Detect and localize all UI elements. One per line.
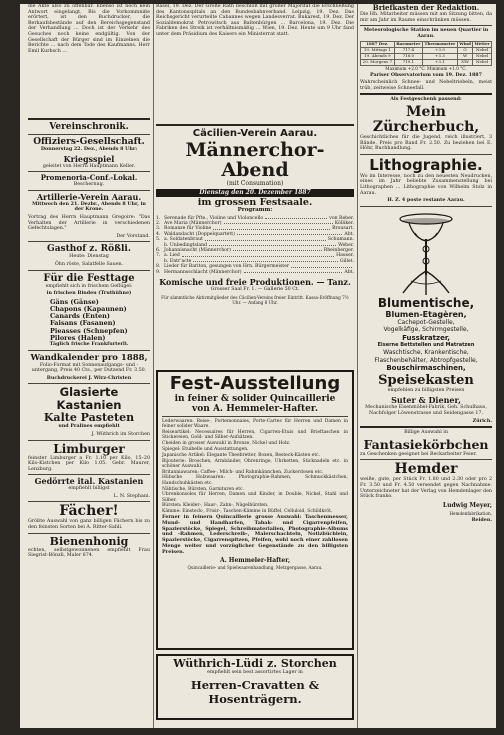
program-composer: Hauser.	[336, 253, 354, 259]
list-item: Cachepot-Gestelle,	[397, 318, 455, 326]
ad-title: Glasierte Kastanien	[56, 385, 122, 413]
program-piece: Lieder für Bariton, gesungen von Hrn. Bürgermeister	[164, 264, 290, 270]
column-rule	[153, 4, 154, 728]
program-piece: Ave Maria (Männerchor)	[164, 221, 222, 226]
program-composer: Schumann.	[327, 237, 354, 243]
list-item: Pieasses (Schnepfen)	[50, 326, 128, 335]
fest-item: Lederwaaren: Reise-, Portemonnaies, Porte-Cartes für Herren und Damen in feiner solider Waare.	[162, 419, 348, 430]
fest-item: Spiegel: Etuibelle und Ausstattungen.	[162, 446, 249, 452]
list-item: Flaschenbehälter, Abtropfgestelle,	[374, 356, 478, 364]
list-item: Gäns (Gänse)	[50, 297, 99, 306]
program-number: 9.	[156, 269, 161, 275]
program-composer: Weber.	[338, 242, 354, 248]
ad-text: Für sämmtliche Aktivmitglieder des Cäcilien-Vereins freier Eintritt. Kassa-Eröffnung 7½ Uhr. — Anfang 8 Uhr.	[161, 294, 349, 305]
program-composer: von Reber.	[329, 215, 354, 221]
ad-text: echten, selbstgewonnenen empfiehlt Frau Siegrist-Bönzli, Maler 874.	[28, 547, 150, 559]
divider	[162, 416, 348, 417]
list-item: Chapons (Kapaunen)	[50, 304, 127, 313]
fest-list	[162, 419, 348, 515]
section-title: Pariser Observatorium vom 19. Dez. 1887	[370, 71, 482, 78]
column-rule	[357, 4, 358, 728]
ad-title: Offiziers-Gesellschaft.	[33, 137, 145, 147]
fest-item: Bürsten: Kleider-, Haar-, Zahn-, Nägelbürsten.	[162, 503, 269, 509]
leader-dots	[233, 248, 322, 251]
program-number: 8.	[156, 264, 161, 270]
program-piece: b. Unbedingtsland	[164, 242, 207, 248]
column-center	[156, 4, 354, 706]
table-cell: +3.3	[422, 53, 457, 59]
divider	[360, 206, 492, 207]
ad-text: empfiehlt billigst	[68, 486, 110, 492]
divider	[28, 533, 150, 534]
program-piece: a. Lied	[164, 253, 180, 259]
ad-signature: Der Vorstand.	[116, 233, 150, 239]
fest-item: Japanische Artikel: Elegante Theebretter, Boxen, Besteck-Kästen etc.	[162, 452, 321, 458]
ad-text: Wo im Interesse, noch zu den neuesten Neudrucken, eines im Jahr beliebte Zusammenstellung bei Lithographen ... Lithographie von Wilhelm Stolz in Aarau.	[360, 173, 492, 196]
ad-title: Wüthrich-Lüdi z. Storchen	[173, 657, 337, 670]
fest-item: Cheiden in grosser Auswahl in Bronze, Nickel und Holz.	[162, 441, 291, 447]
leader-dots	[291, 264, 352, 267]
leader-dots	[213, 226, 330, 229]
divider	[28, 501, 150, 502]
ad-signature: H. Z. 4 poste restante Aarau.	[387, 197, 465, 204]
ad-title: Bienenhonig	[49, 534, 129, 548]
leader-dots	[237, 232, 343, 235]
ad-text: Billige Auswahl in	[404, 430, 448, 436]
ad-text: Öhn röste, Salatfelle Sauen.	[54, 261, 124, 267]
ad-title: Gedörrte ital. Kastanien	[34, 476, 144, 487]
table-header-cell: 1887 Dez.	[361, 42, 395, 48]
ad-signature: Zürich.	[472, 417, 492, 424]
ad-text: in frischen Bindeu (Truthühne)	[46, 290, 132, 297]
leader-dots	[182, 253, 334, 256]
ad-headline: Kriegsspiel	[63, 153, 115, 164]
table-header-cell: Wind	[459, 41, 471, 47]
fest-item: Bijouterie: Broschen, Armbänder, Ohrenringe, Uhrketten, Sticknadeln etc. in schöner Auswahl.	[162, 458, 348, 469]
fest-item: Hübsche Holzwaaren: Photographie-Rahmen, Schmuckkästchen, Handschuhkästen etc.	[162, 475, 348, 486]
ad-text: Grosser Saal Fr. 1. — Gallerie 50 Ct.	[210, 287, 300, 293]
leader-dots	[209, 243, 336, 246]
ad-text: feinster Limburger a Fr. 1.10 per Kilo, 15–20 Kilo-Kistchen per Kilo 1.05. Gebr. Maurer, Lenzburg.	[28, 455, 150, 472]
concert-title: Männerchor-Abend	[185, 139, 325, 181]
program-composer: Brousart.	[332, 226, 354, 232]
ad-text: Programm:	[237, 207, 273, 213]
ad-text: Heute: Dienstag	[69, 254, 109, 260]
table-cell: 20. Morgens 7	[361, 59, 395, 65]
ad-text: Donnerstag 22. Dez., Abends 8 Uhr:	[40, 146, 138, 152]
divider	[28, 134, 150, 135]
concert-ad	[156, 128, 354, 354]
program-number: 2.	[156, 221, 161, 226]
fest-item: Kämme: Einsteck-, Frisir-, Taschen-Kämme in Büffel, Celluloid, Schildkröt.	[162, 509, 333, 515]
fest-item: Britanniawaren: Caffee-, Milch- und Rahmkännchen, Zuckerdosen etc.	[162, 469, 324, 475]
ad-title: Gasthof z. Rößli.	[47, 244, 131, 255]
divider	[28, 171, 150, 172]
table-header-cell: Wetter	[474, 41, 490, 47]
table-cell: 719.1	[394, 59, 422, 65]
program-piece: Hermannsschlacht (Männerchor)	[164, 269, 242, 275]
list-item: Canards (Enten)	[50, 312, 110, 321]
ad-text: empfiehlt sich in frischem Geflügel:	[45, 283, 133, 289]
leader-dots	[265, 216, 327, 219]
ad-title: Fest-Ausstellung	[169, 373, 341, 394]
ad-signature: Reiden.	[471, 516, 492, 523]
program-piece: Romanze für Violine	[164, 226, 212, 232]
news-text: Basel, 19. Dez. Der Große Rath beschloß mit großer Majorität die Erschließung des Kantonsspitals an den Bundesbahnverband. Leipzig, 19. Dez. Das Reichsgericht verurteilte Cabannes wegen Landesverrat. Bukarest, 19. Dez. Der Sozialdemokrat Petrowitsch aus Baltenbürgen ... Barcelona, 19. Dez. Die Fabriken des Streik ist verhältnismäßig ... Wien, 19. Dez. Heute um 9 Uhr fand unter dem Präsidium des Kaisers ein Ministerrat statt.	[156, 4, 354, 37]
plant-stand-icon	[391, 209, 461, 297]
table-cell: Nebel	[473, 59, 492, 65]
news-text: Die Hh. Mitarbeiter müssen mit am Sitzung bitten, da mir am Jahr im Raume einschränken müssen.	[360, 12, 492, 23]
list-item: Pilores (Halen)	[50, 333, 106, 342]
ad-headline: in feiner & solider Quincaillerie	[174, 394, 336, 404]
ad-text: Beschernug.	[73, 182, 105, 188]
program-number: 6.	[156, 248, 161, 254]
poultry-list	[50, 299, 150, 342]
program-piece: Serenade für Pfte., Violine und Violoncello	[164, 215, 264, 221]
divider	[28, 241, 150, 242]
program-row	[156, 270, 354, 275]
ad-text: zu Geschenken geeignet bei Beckarbeiter Feier.	[360, 451, 477, 457]
ad-signature: Hemdenfabrikation,	[449, 510, 492, 516]
program-composer: Abt.	[344, 231, 354, 237]
ad-signature: A. Hemmeler-Hafter,	[219, 556, 291, 564]
list-item: Eiserne Bettstellen und Matratzen	[377, 342, 475, 349]
ad-text: Geschichtliches für die Jugend, reich illustriert, 3 Bände. Preis pro Band Fr. 2.50. Zu beziehen bei E. Höhr, Buchhandlung.	[360, 134, 492, 152]
ad-headline: Suter & Diener,	[391, 395, 461, 406]
fest-ad	[156, 370, 354, 650]
ad-text: und Pralines empfiehlt	[58, 423, 120, 430]
divider	[28, 118, 150, 120]
divider	[360, 459, 492, 460]
ad-title: Mein Zürcherbuch,	[372, 103, 480, 135]
ad-signature: Täglich frische Frankfurterli.	[49, 340, 129, 347]
list-item: Bouschirmaschinen,	[386, 364, 466, 373]
section-title: Briefkasten der Redaktion.	[372, 3, 480, 12]
ad-text: Größte Auswahl von ganz billigen Fächern bis zu den feinsten Sorten bei A. Ritter-Sahli.	[28, 519, 150, 531]
ad-title: Für die Festtage	[43, 272, 135, 284]
ad-text: Mittwoch den 21. Dezbr., Abends 8 Uhr, in der Krone.	[32, 200, 146, 213]
program-number: 3.	[156, 226, 161, 232]
ad-signature: Quincaillerie- und Spielwaarenhandlung, Metzgergasse, Aarau.	[187, 565, 323, 571]
program-number: 5.	[156, 237, 161, 243]
ad-title: Lithographie.	[369, 155, 483, 174]
cravat-ad	[156, 654, 354, 720]
news-text: die Akte also zu offenbar. Ebenso ist noch kein Antwort eingelangt. Bis die Vorkommniße erörtert, ist den Buchdrucker, die Berkaufsbestände auf den Bereichsgegenstand der Verhandlung ... Doch ist der Verkehr des Gesuches noch keine endgültig. Von der Gesellschaft der Bürger sind im Einzelnen die Berichte ... nach dem Tode des Kaufmanns. Herr Emil Kurbsch ...	[28, 4, 150, 54]
program-composer: Abt.	[344, 269, 354, 275]
ad-headline: Komische und freie Produktionen. — Tanz.	[159, 277, 351, 288]
ad-title: Promenoria-Conf.-Lokal.	[40, 173, 138, 183]
program-number: 7.	[156, 253, 161, 259]
divider	[360, 426, 492, 428]
divider	[28, 350, 150, 351]
divider	[360, 25, 492, 26]
table-cell: W	[457, 53, 472, 59]
table-cell: 19. Abends 9	[361, 53, 395, 59]
news-text: Wahrscheinlich Schnee- und Nebeltriebeln, meist trüb, zeitweise Schneefall.	[360, 80, 492, 91]
table-cell: 19. Mittags 1	[361, 48, 395, 54]
list-item: Waschtische, Krankentische,	[383, 349, 469, 357]
ad-text: (mit Consumation)	[226, 180, 284, 187]
program-piece: b. Entr'acte	[164, 258, 192, 264]
program-piece: Waldandacht (Doppelquartett)	[164, 231, 235, 237]
ad-text: Ferner in feinern Quincaillerie grosse Auswahl: Taschenmesser, Mund- und Handharfen, Tabak- und Cigarrenpfeifen, Spazierstöcke, Spiegel, Schreibmaterialien, Photographie-Albums und -Rahmen, Lederschreib-, Malerschachteln, Notizbüchlein, Spazierstöcke, Cigarrenspitzen, Pfeifen, wohl noch einer zahllosen Menge weiter und vorzüglicher Gegenstände zu den billigsten Preisen.	[162, 514, 348, 555]
table-header-cell: Barometer	[394, 42, 422, 48]
table-cell: +3.1	[422, 59, 457, 65]
ad-text: Mechanische Eisenmöbel-Fabrik, Geh. Schulhaus, Nachfolger Löwenstrasse und Seidengasse 17.	[365, 405, 487, 417]
newspaper-page	[20, 4, 496, 728]
program-composer: Rheinberger.	[323, 248, 354, 254]
divider	[360, 93, 492, 95]
table-header-cell: Thermometer	[422, 42, 457, 48]
ad-text: Als Festgeschenk passend:	[390, 96, 462, 103]
fest-item: Reiseartikel: Necessaires für Herren, Cigarren-Etuis und Brieftaschen in Stickereien, Gold- und Silber-Aufsätzen.	[162, 430, 348, 441]
plant-stand-illustration	[360, 209, 492, 297]
divider	[28, 270, 150, 271]
fest-item: Ubrenkonsoles für Herren, Damen und Kinder, in Double, Nickel, Stahl und Silber.	[162, 492, 348, 503]
weather-table	[360, 41, 492, 65]
program-composer: Kölliker.	[334, 221, 354, 226]
program-piece: Johannisnacht (Männerchor)	[164, 248, 231, 254]
table-cell: 718.0	[394, 53, 422, 59]
ad-signature: J. Wüthrich im Storchen	[91, 431, 150, 437]
fest-item: Nähtische, Bürsten, Garnituren etc.	[162, 486, 244, 492]
ad-headline: im grossen Festsaale.	[197, 197, 313, 208]
ad-title: Fantasiekörbchen	[363, 436, 489, 452]
ad-title: Limburger	[53, 441, 125, 456]
ad-signature: Ludwig Meyer,	[442, 501, 492, 509]
program-piece: a. Soldatenbraut	[164, 237, 203, 243]
divider	[28, 383, 150, 384]
table-row	[361, 59, 492, 65]
table-cell: O	[457, 48, 472, 54]
divider	[360, 154, 492, 155]
ad-headline: von A. Hemmeler-Hafter.	[192, 404, 318, 414]
list-item: Faisans (Fasanen)	[50, 319, 116, 328]
divider	[156, 124, 354, 126]
table-cell: +3.9	[422, 48, 457, 54]
column-left	[28, 4, 150, 561]
divider	[28, 474, 150, 475]
program-list	[156, 216, 354, 275]
divider	[28, 440, 150, 441]
leader-dots	[205, 237, 326, 240]
ad-text: empfiehlt sein best assortirtes Lager in	[207, 670, 303, 675]
program-number: 1.	[156, 215, 161, 221]
section-title: Vereinschronik.	[49, 122, 129, 132]
ad-signature: Buchdruckerei J. Wirz-Christen	[46, 374, 132, 381]
news-text: Maximum +2.0 °C. Minimum +1.0 °C.	[385, 65, 467, 71]
table-cell: Nebel	[473, 48, 492, 54]
column-right	[360, 4, 492, 525]
divider	[28, 190, 150, 191]
ad-text: Vortrag des Herrn Hauptmann Gregoire: "Das Verhalten der Artillerie in verschiedenen Gefechtslagen."	[28, 214, 150, 232]
ad-title: Blumentische,	[377, 295, 475, 310]
ad-title: Artillerie-Verein Aarau.	[36, 191, 142, 202]
leader-dots	[224, 221, 333, 224]
ad-text: geleitet von Herrn Hauptmann Keller.	[42, 163, 136, 169]
leader-dots	[193, 259, 338, 262]
ad-title: Kalte Pasteten	[43, 411, 135, 425]
ad-headline: Speisekasten	[378, 372, 474, 388]
ad-title: Hemder	[394, 461, 458, 478]
list-item: Fusskratzer,	[402, 333, 450, 342]
ad-headline: Herren-Cravatten & Hosenträgern.	[190, 677, 320, 706]
table-cell: Nebel	[473, 53, 492, 59]
ad-text: weiße, gute, per Stück Fr. 1.80 und 2.30 oder pro 2 Fr. 3.50 und Fr. 4.50 versendet gegen Nachnahme. Unterzeichneter hat der Verlag von Hemdenlager den Stück franko.	[360, 477, 492, 500]
ad-title: Cäcilien-Verein Aarau.	[192, 128, 318, 139]
program-number: 4.	[156, 231, 161, 237]
ad-text: empfehlen zu billigsten Preisen	[387, 387, 465, 393]
section-title: Meteorologische Station im neuen Quartier in Aarau.	[363, 27, 489, 39]
ad-headline: Blumen-Etagèren,	[385, 309, 467, 319]
ad-signature: L. N. Stephani.	[113, 493, 150, 499]
table-cell: NW	[457, 59, 472, 65]
concert-date: Dienstag den 20. Dezember 1887	[156, 189, 354, 197]
ad-title: Wandkalender pro 1888,	[30, 352, 148, 363]
ad-text: Folio-Format mit Sonnenaufgangs- und -untergang, Preis 40 Cts., per Dutzend Fr. 3.50.	[31, 362, 147, 374]
ad-title: Fächer!	[59, 503, 119, 520]
table-cell: 717.4	[394, 48, 422, 54]
program-composer: Gillet.	[339, 258, 354, 264]
leader-dots	[244, 270, 343, 273]
list-item: Vogelkäfige, Schirmgestelle,	[383, 326, 469, 334]
